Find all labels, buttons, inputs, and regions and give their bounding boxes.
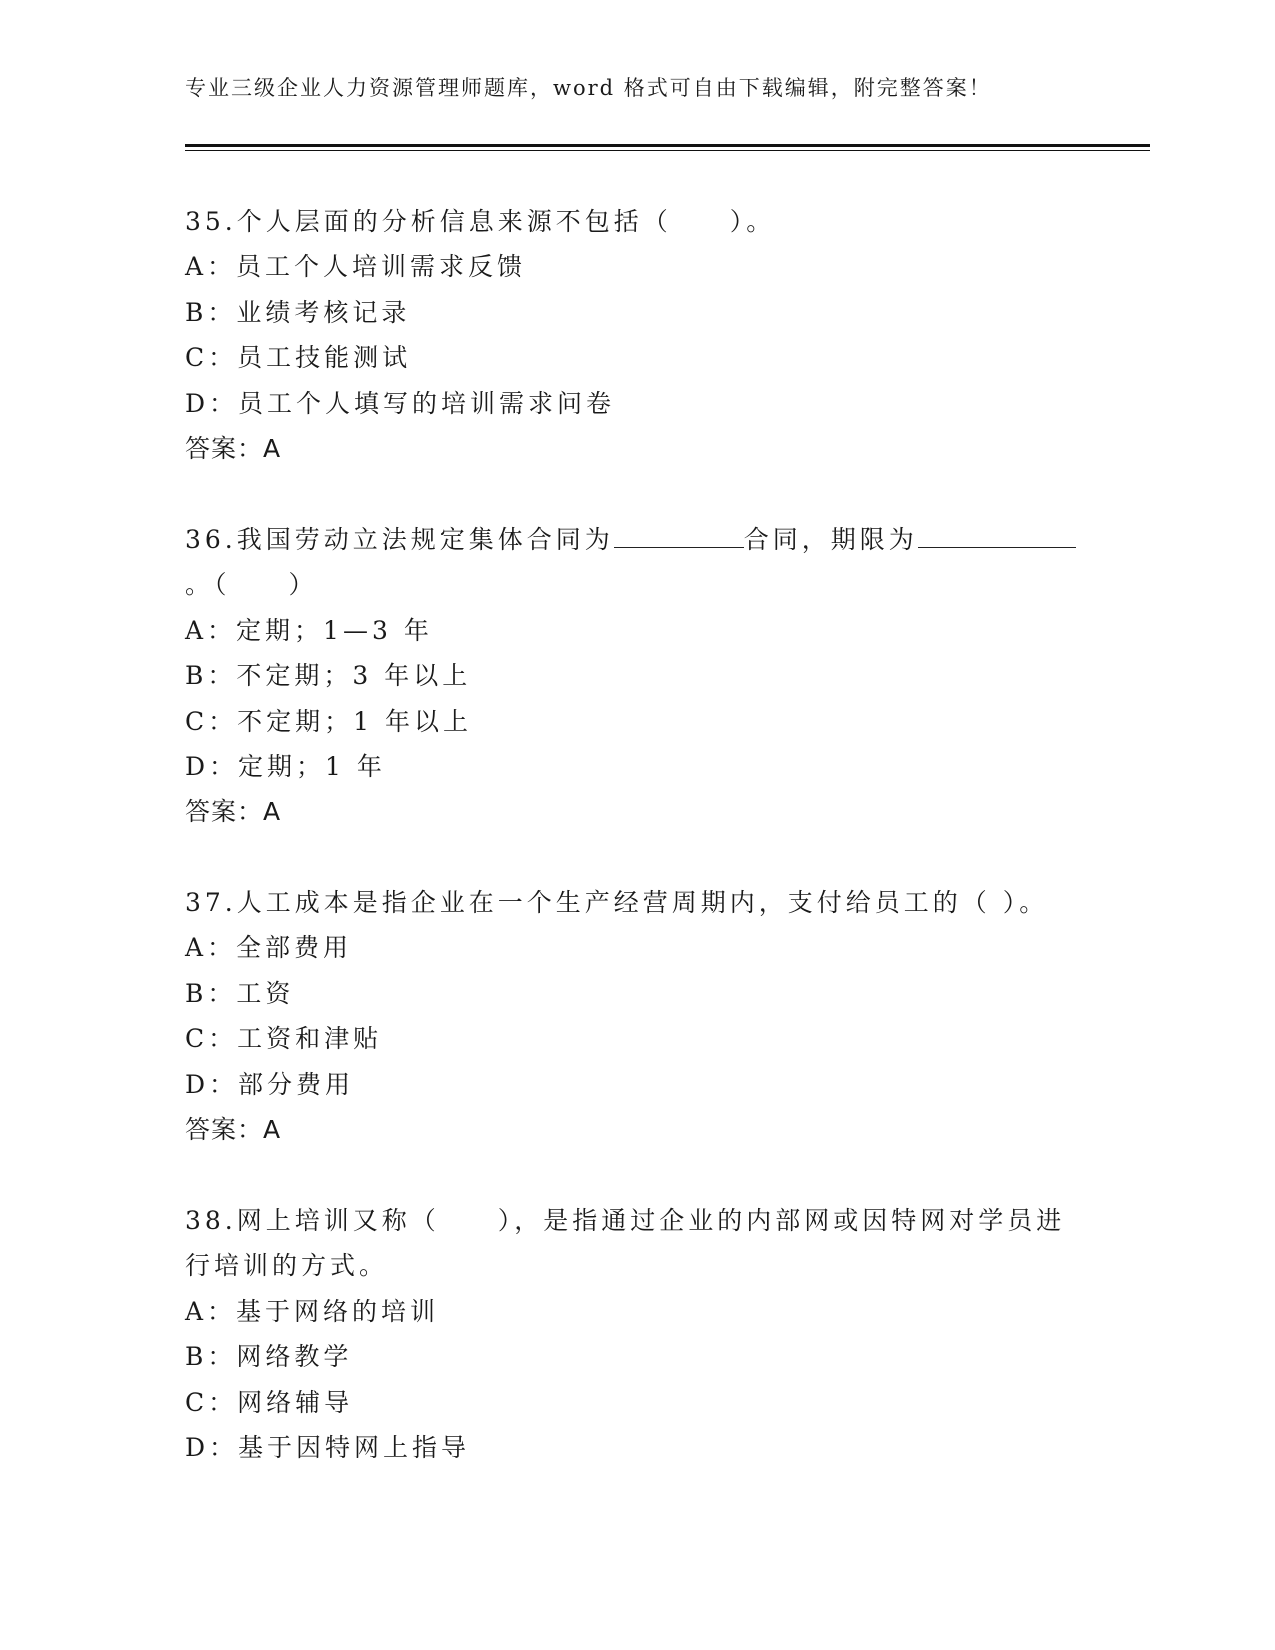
question-stem: 37.人工成本是指企业在一个生产经营周期内，支付给员工的（ ）。: [185, 888, 1049, 917]
option-a: A：基于网络的培训: [185, 1296, 440, 1326]
question-35: [185, 199, 1085, 471]
question-stem: 35.个人层面的分析信息来源不包括（ ）。: [185, 207, 776, 236]
question-38: [185, 1198, 1085, 1470]
option-c: C：网络辅导: [185, 1387, 354, 1417]
option-d: D：员工个人填写的培训需求问卷: [185, 388, 616, 418]
option-b: B：不定期；3 年以上: [185, 661, 472, 691]
header-divider-thin: [185, 150, 1150, 151]
option-a: A：员工个人培训需求反馈: [185, 252, 527, 282]
question-stem-line-1: 38.网上培训又称（ ），是指通过企业的内部网或因特网对学员进: [185, 1206, 1066, 1235]
answer: 答案：A: [185, 797, 282, 827]
stem-part: 36.我国劳动立法规定集体合同为: [185, 525, 614, 554]
question-stem-line-2: 。（ ）: [185, 570, 318, 600]
option-d: D：部分费用: [185, 1069, 355, 1099]
option-d: D：基于因特网上指导: [185, 1432, 471, 1462]
option-c: C：工资和津贴: [185, 1024, 383, 1054]
option-b: B：工资: [185, 978, 295, 1008]
header-divider-thick: [185, 144, 1150, 147]
option-b: B：网络教学: [185, 1342, 353, 1372]
option-a: A：定期；1—3 年: [185, 615, 433, 645]
answer: 答案：A: [185, 433, 282, 463]
option-c: C：员工技能测试: [185, 343, 412, 373]
question-stem-line-1: [185, 517, 1085, 562]
answer: 答案：A: [185, 1114, 282, 1144]
fill-blank: [918, 521, 1076, 548]
option-a: A：全部费用: [185, 933, 353, 963]
option-d: D：定期；1 年: [185, 751, 386, 781]
question-stem-line-2: 行培训的方式。: [185, 1251, 389, 1281]
option-b: B：业绩考核记录: [185, 297, 411, 327]
stem-part: 合同，期限为: [743, 525, 918, 554]
question-37: [185, 880, 1085, 1152]
option-c: C：不定期；1 年以上: [185, 706, 472, 736]
page-header-title: 专业三级企业人力资源管理师题库，word 格式可自由下载编辑，附完整答案！: [185, 76, 992, 100]
fill-blank: [614, 521, 744, 548]
question-36: [185, 517, 1085, 835]
